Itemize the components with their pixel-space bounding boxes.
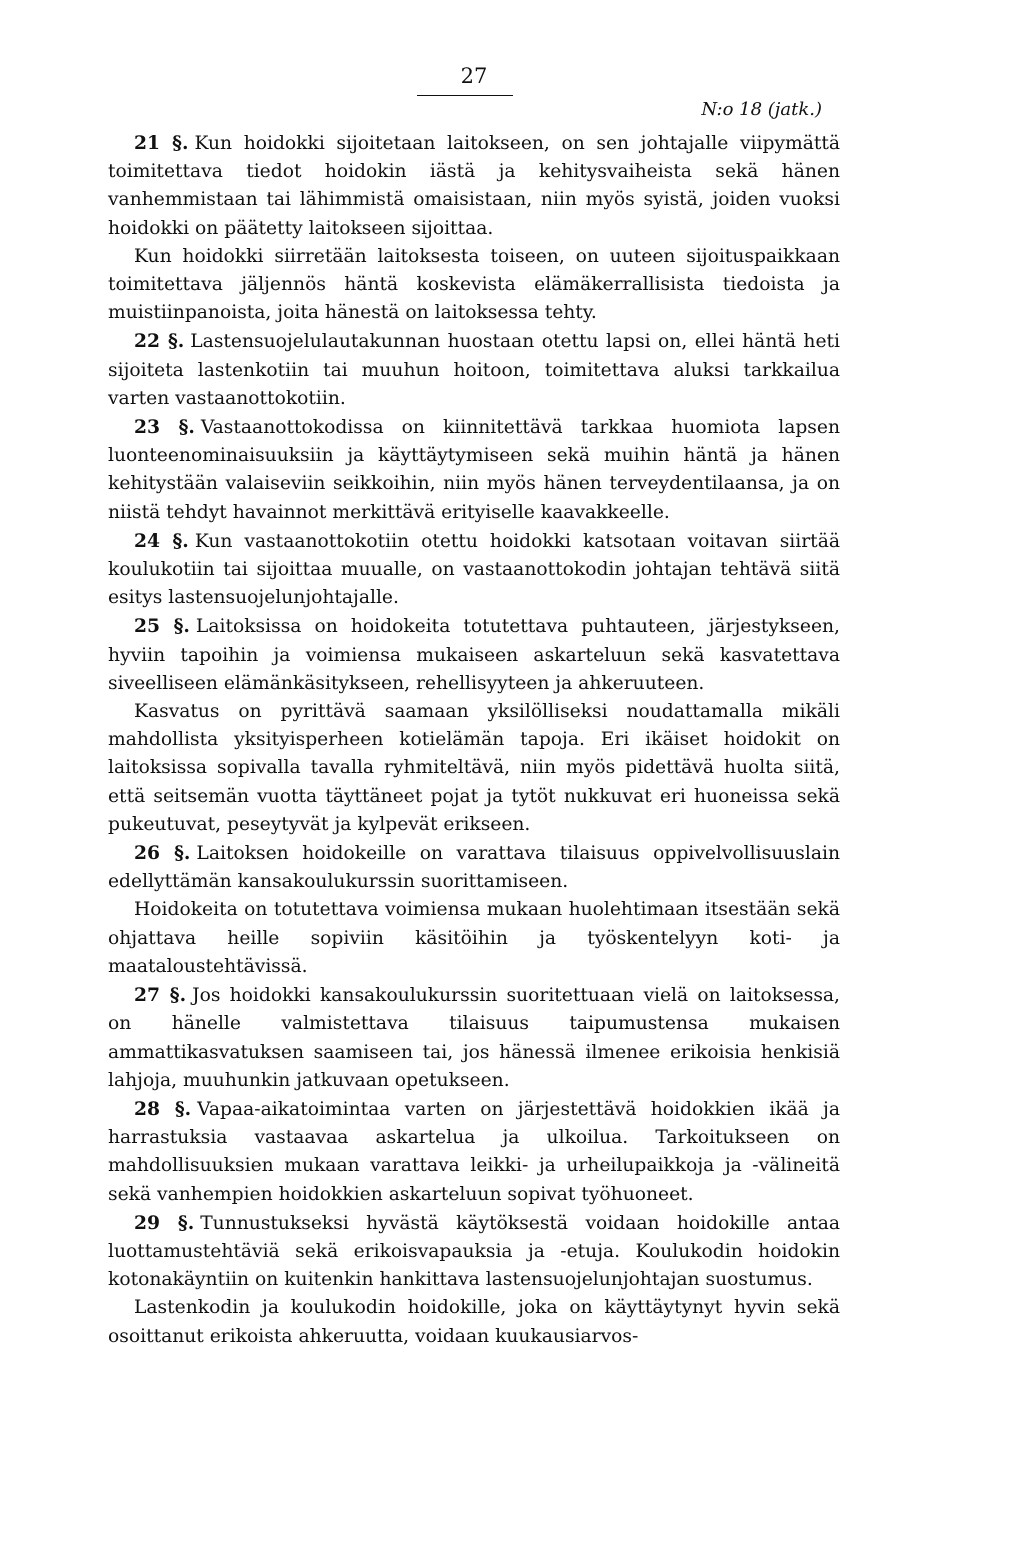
section-number: 23 §. <box>134 416 195 439</box>
paragraph-23 <box>108 413 840 527</box>
paragraph-text: Laitoksen hoidokeille on varattava tilaisuus oppivelvollisuuslain edellyttämän kansakoulukurssin suorittamiseen. <box>108 843 840 893</box>
paragraph-text: Kun hoidokki sijoitetaan laitokseen, on sen johtajalle viipymättä toimitettava tiedot hoidokin iästä ja kehitysvaiheista sekä hänen vanhemmistaan tai lähimmistä omaisistaan, niin myös syistä, joiden vuoksi hoidokki on päätetty laitokseen sijoittaa. <box>108 133 841 239</box>
section-number: 29 §. <box>134 1211 195 1234</box>
header-rule <box>417 95 513 96</box>
body-text <box>108 129 840 1351</box>
paragraph-text: Laitoksissa on hoidokeita totutettava puhtauteen, järjestykseen, hyviin tapoihin ja voimiensa mukaiseen askarteluun sekä kasvatettava siveelliseen elämänkäsitykseen, rehellisyyteen ja ahkeruuteen. <box>108 616 840 694</box>
paragraph-text: Kasvatus on pyrittävä saamaan yksilölliseksi noudattamalla mikäli mahdollista yksityisperheen kotielämän tapoja. Eri ikäiset hoidokit on laitoksissa sopivalla tavalla ryhmiteltävä, niin myös pidettävä huolta siitä, että seitsemän vuotta täyttäneet pojat ja tytöt nukkuvat eri huoneissa sekä pukeutuvat, peseytyvät ja kylpevät erikseen. <box>108 701 840 835</box>
paragraph-26 <box>108 839 840 896</box>
paragraph-29 <box>108 1209 840 1295</box>
paragraph-28 <box>108 1095 840 1209</box>
series-label: N:o 18 (jatk.) <box>701 99 822 120</box>
section-number: 27 §. <box>134 984 187 1007</box>
paragraph-21-continued <box>108 243 840 328</box>
paragraph-text: Lastenkodin ja koulukodin hoidokille, joka on käyttäytynyt hyvin sekä osoittanut erikoista ahkeruutta, voidaan kuukausiarvos- <box>108 1297 840 1347</box>
section-number: 22 §. <box>134 330 185 353</box>
paragraph-text: Kun hoidokki siirretään laitoksesta toiseen, on uuteen sijoituspaikkaan toimitettava jäljennös häntä koskevista elämäkerrallisista tiedoista ja muistiinpanoista, joita hänestä on laitoksessa tehty. <box>108 245 840 324</box>
paragraph-25 <box>108 612 840 698</box>
paragraph-text: Vastaanottokodissa on kiinnitettävä tarkkaa huomiota lapsen luonteenominaisuuksiin ja käyttäytymiseen sekä muihin häntä ja hänen kehitystään valaiseviin seikkoihin, niin myös hänen terveydentilaansa, ja on niistä tehdyt havainnot merkittävä erityiselle kaavakkeelle. <box>108 417 840 523</box>
section-number: 24 §. <box>134 529 189 552</box>
section-number: 25 §. <box>134 615 190 638</box>
paragraph-text: Kun vastaanottokotiin otettu hoidokki katsotaan voitavan siirtää koulukotiin tai sijoittaa muualle, on vastaanottokodin johtajan tehtävä siitä esitys lastensuojelunjohtajalle. <box>108 530 840 609</box>
paragraph-22 <box>108 327 840 413</box>
paragraph-29-continued <box>108 1294 840 1350</box>
paragraph-text: Jos hoidokki kansakoulukurssin suoritettuaan vielä on laitoksessa, on hänelle valmistettava tilaisuus taipumustensa mukaisen ammattikasvatuksen saamiseen tai, jos hänessä ilmenee erikoisia henkisiä lahjoja, muuhunkin jatkuvaan opetukseen. <box>108 985 840 1091</box>
document-page <box>108 62 840 1351</box>
section-number: 21 §. <box>134 132 189 154</box>
paragraph-text: Lastensuojelulautakunnan huostaan otettu lapsi on, ellei häntä heti sijoiteta lastenkotiin tai muuhun hoitoon, toimitettava aluksi tarkkailua varten vastaanottokotiin. <box>108 331 840 409</box>
paragraph-text: Tunnustukseksi hyvästä käytöksestä voidaan hoidokille antaa luottamustehtäviä sekä erikoisvapauksia ja -etuja. Koulukodin hoidokin kotonakäyntiin on kuitenkin hankittava lastensuojelunjohtajan suostumus. <box>108 1212 840 1291</box>
paragraph-27 <box>108 981 840 1095</box>
paragraph-26-continued <box>108 896 840 981</box>
page-number: 27 <box>460 64 488 88</box>
paragraph-text: Vapaa-aikatoimintaa varten on järjestettävä hoidokkien ikää ja harrastuksia vastaavaa askartelua ja ulkoilua. Tarkoitukseen on mahdollisuuksien mukaan varattava leikki- ja urheilupaikkoja ja -välineitä sekä vanhempien hoidokkien askarteluun sopivat työhuoneet. <box>108 1098 840 1205</box>
page-header <box>108 62 840 120</box>
section-number: 28 §. <box>134 1097 192 1120</box>
paragraph-text: Hoidokeita on totutettava voimiensa mukaan huolehtimaan itsestään sekä ohjattava heille sopiviin käsitöihin ja työskentelyyn koti- ja maataloustehtävissä. <box>108 899 840 977</box>
paragraph-21 <box>108 129 840 243</box>
section-number: 26 §. <box>134 842 191 865</box>
paragraph-24 <box>108 527 840 613</box>
paragraph-25-continued <box>108 698 840 839</box>
